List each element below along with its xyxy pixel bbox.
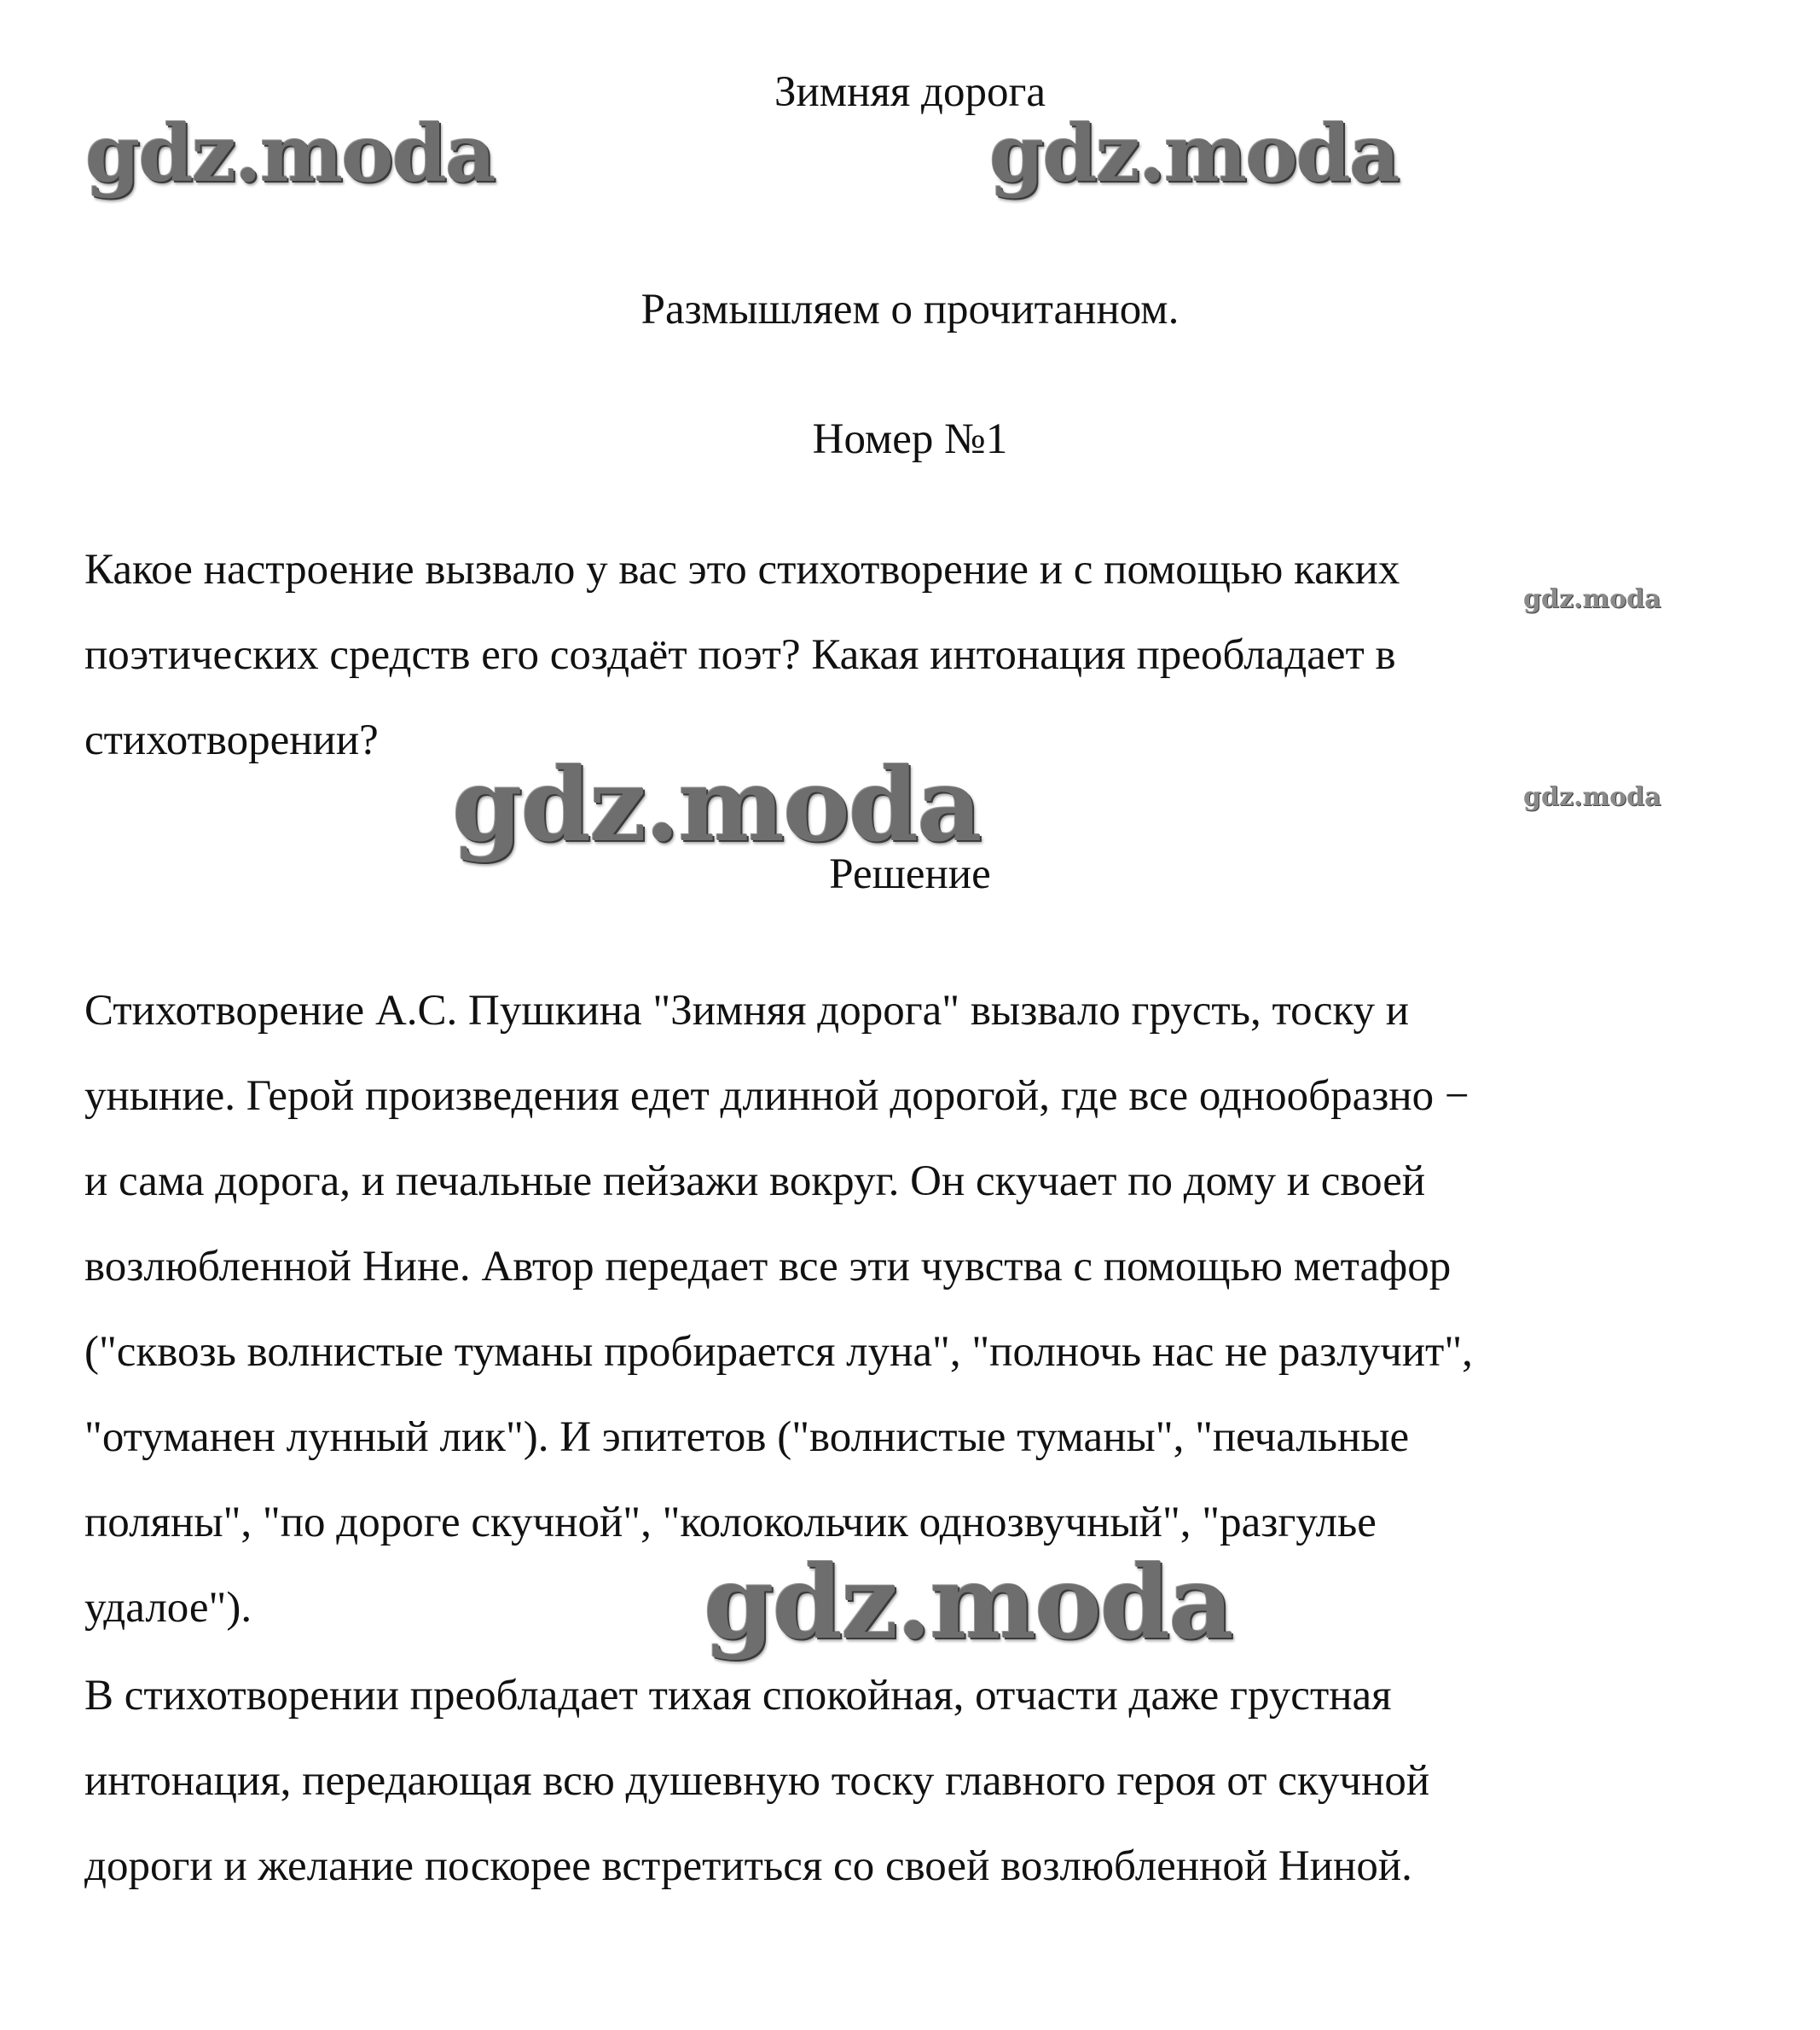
question-line: поэтических средств его создаёт поэт? Какая интонация преобладает в (84, 631, 1396, 679)
answer-line: поляны", "по дороге скучной", "колокольчик однозвучный", "разгулье (84, 1499, 1377, 1546)
answer-line: ("сквозь волнистые туманы пробирается луна", "полночь нас не разлучит", (84, 1328, 1473, 1376)
question-line: стихотворении? (84, 716, 379, 764)
question-text (84, 527, 1756, 783)
watermark-logo-small: gdz.moda (1523, 584, 1661, 614)
watermark-logo: gdz.moda (704, 1543, 1232, 1662)
answer-line: "отуманен лунный лик"). И эпитетов ("волнистые туманы", "печальные (84, 1413, 1410, 1461)
answer-paragraph-2 (84, 1653, 1756, 1909)
document-title: Зимняя дорога (774, 68, 1046, 116)
answer-line: В стихотворении преобладает тихая спокойная, отчасти даже грустная (84, 1672, 1392, 1720)
question-line: Какое настроение вызвало у вас это стихотворение и с помощью каких (84, 546, 1400, 594)
solution-heading: Решение (829, 850, 991, 898)
answer-line: интонация, передающая всю душевную тоску главного героя от скучной (84, 1757, 1430, 1805)
watermark-logo: gdz.moda (989, 107, 1399, 200)
watermark-logo: gdz.moda (85, 107, 495, 200)
answer-line: возлюбленной Нине. Автор передает все эти чувства с помощью метафор (84, 1243, 1452, 1290)
watermark-logo-small: gdz.moda (1523, 782, 1661, 812)
answer-line: уныние. Герой произведения едет длинной дорогой, где все однообразно − (84, 1072, 1469, 1120)
answer-line: Стихотворение А.С. Пушкина "Зимняя дорога" вызвало грусть, тоску и (84, 987, 1410, 1035)
watermark-logo: gdz.moda (452, 745, 981, 864)
answer-line: дороги и желание поскорее встретиться со своей возлюбленной Ниной. (84, 1842, 1412, 1890)
answer-line: и сама дорога, и печальные пейзажи вокруг. Он скучает по дому и своей (84, 1157, 1426, 1205)
answer-line: удалое"). (84, 1584, 252, 1632)
section-heading: Размышляем о прочитанном. (640, 286, 1180, 334)
exercise-number: Номер №1 (812, 415, 1008, 463)
